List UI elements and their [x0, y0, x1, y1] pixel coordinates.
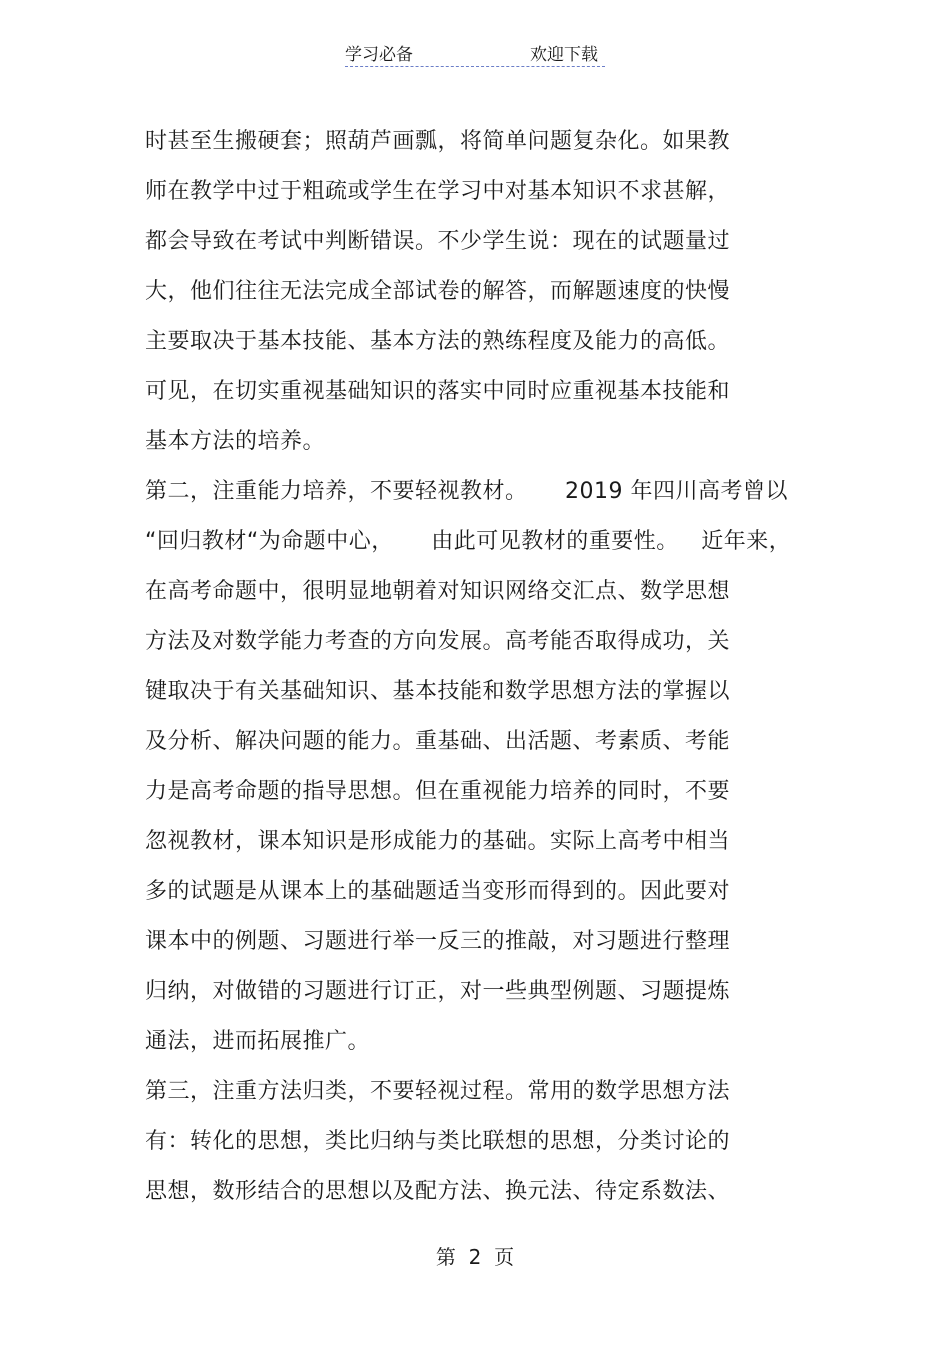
text-line: 师在教学中过于粗疏或学生在学习中对基本知识不求甚解，: [145, 179, 731, 204]
text-line: 通法，进而拓展推广。: [145, 1029, 371, 1054]
text-line: 多的试题是从课本上的基础题适当变形而得到的。因此要对: [145, 879, 731, 904]
text-line: 方法及对数学能力考查的方向发展。高考能否取得成功，关: [145, 629, 731, 654]
text-line: 忽视教材，课本知识是形成能力的基础。实际上高考中相当: [145, 829, 731, 854]
text-line: 都会导致在考试中判断错误。不少学生说：现在的试题量过: [145, 229, 731, 254]
text-line: 有：转化的思想，类比归纳与类比联想的思想，分类讨论的: [145, 1129, 731, 1154]
text-line: 第三，注重方法归类，不要轻视过程。常用的数学思想方法: [145, 1079, 731, 1104]
text-line: 及分析、解决问题的能力。重基础、出活题、考素质、考能: [145, 729, 731, 754]
text-line: 思想，数形结合的思想以及配方法、换元法、待定系数法、: [145, 1179, 731, 1204]
text-line: 第二，注重能力培养，不要轻视教材。 2019 年四川高考曾以: [145, 479, 788, 504]
text-line: 基本方法的培养。: [145, 429, 326, 454]
text-line: 时甚至生搬硬套；照葫芦画瓢，将简单问题复杂化。如果教: [145, 129, 731, 154]
text-line: 大，他们往往无法完成全部试卷的解答，而解题速度的快慢: [145, 279, 731, 304]
text-line: 课本中的例题、习题进行举一反三的推敲，对习题进行整理: [145, 929, 731, 954]
text-line: “回归教材“为命题中心， 由此可见教材的重要性。 近年来，: [145, 529, 792, 554]
text-line: 键取决于有关基础知识、基本技能和数学思想方法的掌握以: [145, 679, 731, 704]
text-line: 在高考命题中，很明显地朝着对知识网络交汇点、数学思想: [145, 579, 731, 604]
page-header: [345, 38, 605, 67]
text-line: 可见，在切实重视基础知识的落实中同时应重视基本技能和: [145, 379, 731, 404]
text-line: 主要取决于基本技能、基本方法的熟练程度及能力的高低。: [145, 329, 731, 354]
text-line: 归纳，对做错的习题进行订正，对一些典型例题、习题提炼: [145, 979, 731, 1004]
text-line: 力是高考命题的指导思想。但在重视能力培养的同时，不要: [145, 779, 731, 804]
header-left-text: 学习必备: [345, 45, 413, 65]
page-number: 第 2 页: [435, 1245, 515, 1269]
header-right-text: 欢迎下载: [530, 45, 598, 65]
